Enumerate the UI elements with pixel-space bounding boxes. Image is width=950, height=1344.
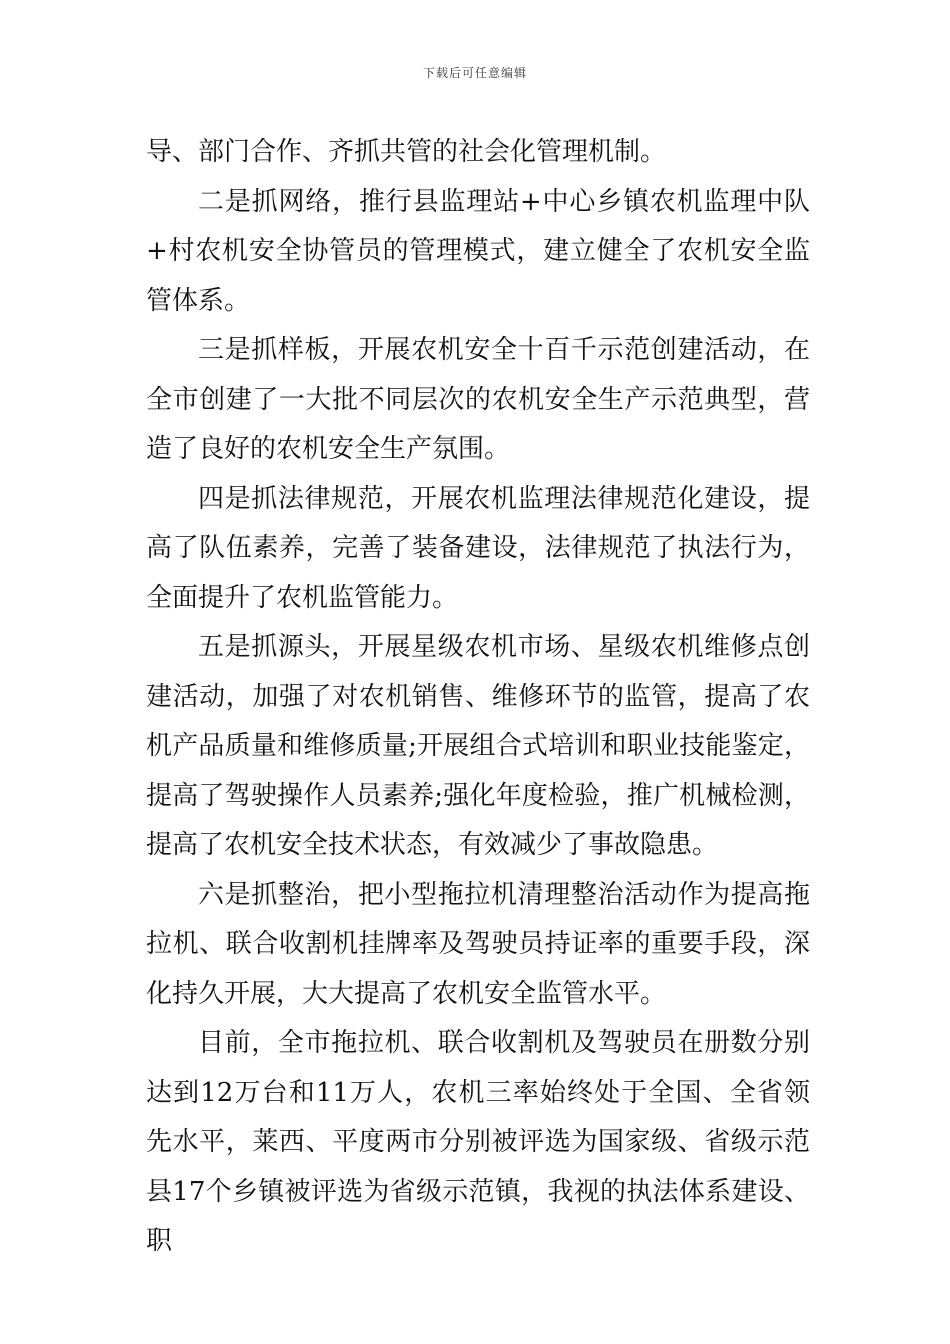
paragraph-rectification: 六是抓整治，把小型拖拉机清理整治活动作为提高拖拉机、联合收割机挂牌率及驾驶员持证率的重要手段，深化持久开展，大大提高了农机安全监管水平。 [146,879,810,1009]
paragraph-network: 二是抓网络，推行县监理站+中心乡镇农机监理中队+村农机安全协管员的管理模式，建立健全了农机安全监管体系。 [146,186,810,316]
paragraph-continuation: 导、部门合作、齐抓共管的社会化管理机制。 [146,137,667,167]
document-body [146,128,810,1267]
page-header: 下载后可任意编辑 [422,66,527,80]
paragraph-model: 三是抓样板，开展农机安全十百千示范创建活动，在全市创建了一大批不同层次的农机安全生产示范典型，营造了良好的农机安全生产氛围。 [146,335,810,464]
paragraph-current-status: 目前，全市拖拉机、联合收割机及驾驶员在册数分别达到12万台和11万人，农机三率始终处于全国、全省领先水平，莱西、平度两市分别被评选为国家级、省级示范县17个乡镇被评选为省级示范镇，我视的执法体系建设、职 [146,1028,810,1256]
paragraph-legal: 四是抓法律规范，开展农机监理法律规范化建设，提高了队伍素养，完善了装备建设，法律规范了执法行为，全面提升了农机监管能力。 [146,483,810,613]
paragraph-source: 五是抓源头，开展星级农机市场、星级农机维修点创建活动，加强了对农机销售、维修环节的监管，提高了农机产品质量和维修质量;开展组合式培训和职业技能鉴定，提高了驾驶操作人员素养;强化年度检验，推广机械检测，提高了农机安全技术状态，有效减少了事故隐患。 [146,632,810,860]
